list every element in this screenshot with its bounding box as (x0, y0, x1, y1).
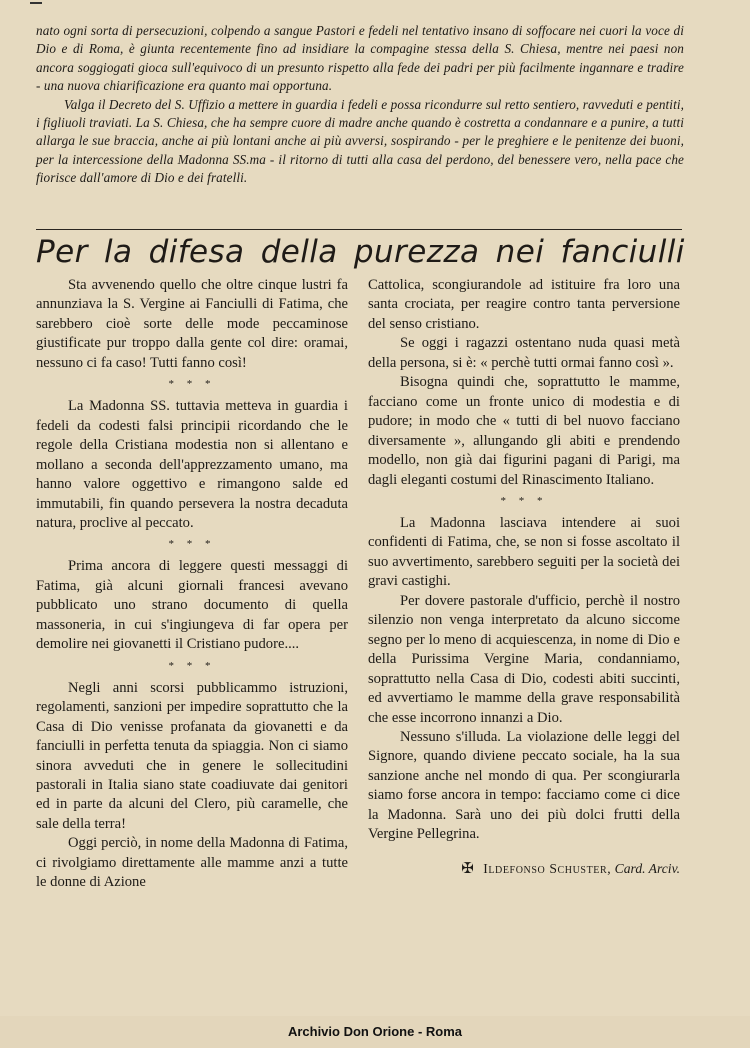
author-name: Ildefonso Schuster, (483, 860, 612, 876)
page-mark (30, 2, 42, 4)
author-signature (368, 859, 680, 879)
article-left-column (36, 276, 348, 893)
author-title: Card. Arciv. (614, 860, 680, 876)
article-paragraph: Nessuno s'illuda. La violazione delle leggi del Signore, quando diviene peccato sociale, ha la sua sanzione anche nel mondo di qua. Per scongiurarla siamo forse ancora in tempo: facciamo come ci dice la Madonna. Sarà uno dei più dolci frutti della Vergine Pellegrina. (368, 728, 680, 843)
intro-text (36, 22, 684, 188)
article-paragraph: Se oggi i ragazzi ostentano nuda quasi metà della persona, si è: « perchè tutti ormai fanno così ». (368, 335, 680, 371)
cross-icon: ✠ (461, 860, 474, 877)
archive-footer (0, 1016, 750, 1048)
intro-paragraph: Valga il Decreto del S. Uffizio a mettere in guardia i fedeli e possa ricondurre sul retto sentiero, ravveduti e pentiti, i figliuoli traviati. La S. Chiesa, che ha sempre cuore di madre anche quando è costretta a condannare e a punire, a tutti allarga le sue braccia, anche ai più lontani anche ai più avversi, sospirando - per le preghiere e le penitenze dei buoni, per la intercessione della Madonna SS.ma - il ritorno di tutti alla casa del perdono, del benessere vero, nella pace che fiorisce dall'amore di Dio e dei fratelli. (36, 96, 684, 186)
section-separator: * * * (168, 659, 216, 672)
section-separator: * * * (168, 538, 216, 551)
article-paragraph: Prima ancora di leggere questi messaggi di Fatima, già alcuni giornali francesi avevano pubblicato uno strano documento di quella massoneria, in cui s'ingiungeva di far opera per demolire nei giovanetti il Cristiano pudore.... (36, 558, 348, 653)
article-paragraph: Negli anni scorsi pubblicammo istruzioni, regolamenti, sanzioni per impedire soprattutto che la Casa di Dio venisse profanata da giovanetti e da fanciulli in perfetta tenuta da spiaggia. Non ci siamo sinora avveduti che in genere le sollecitudini pastorali in Italia siano state coadiuvate dai genitori ed in parte da alcuni del Clero, più caramelle, che sale della terra! (36, 679, 348, 832)
article-right-column (368, 276, 680, 879)
article-paragraph: Per dovere pastorale d'ufficio, perchè il nostro silenzio non venga interpretato da alcuno siccome segno per lo meno di acquiescenza, in nome di Dio e della Purissima Vergine Maria, condanniamo, soprattutto nella Casa di Dio, codesti abiti succinti, ed avvertiamo le mamme della grave responsabilità che esse incorrono innanzi a Dio. (368, 592, 680, 726)
article-paragraph: Sta avvenendo quello che oltre cinque lustri fa annunziava la S. Vergine ai Fanciulli di Fatima, che sarebbero cioè sorte delle mode peccaminose giustificate pur troppo dalla gente col dire: oramai, nessuno ci fa caso! Tutti fanno così! (36, 277, 348, 371)
article-paragraph: Oggi perciò, in nome della Madonna di Fatima, ci rivolgiamo direttamente alle mamme anzi a tutte le donne di Azione (36, 835, 348, 891)
article-paragraph: La Madonna SS. tuttavia metteva in guardia i fedeli da codesti falsi principii ricordando che le regole della Cristiana modestia non si allentano e mollano a seconda dell'apprezzamento umano, ma hanno valore oggettivo e rimangono salde ed immutabili, fin quando persevera la nostra decaduta natura, proclive al peccato. (36, 398, 348, 531)
article-paragraph: Bisogna quindi che, soprattutto le mamme, facciano come un fronte unico di modestia e di pudore; in modo che « tutti di bel nuovo facciano diversamente », allungando gli abiti e prendendo modello, non già dai figurini pagani di Parigi, ma dagli eleganti costumi del Rinascimento Italiano. (368, 374, 680, 488)
section-separator: * * * (500, 494, 548, 507)
article-title: Per la difesa della purezza nei fanciulli (36, 234, 685, 270)
article-paragraph: La Madonna lasciava intendere ai suoi confidenti di Fatima, che, se non si fosse ascoltato il suo avvertimento, sarebbero seguiti per la società dei gravi castighi. (368, 514, 680, 590)
article-paragraph: Cattolica, scongiurandole ad istituire fra loro una santa crociata, per reagire contro tanta perversione del senso cristiano. (368, 277, 680, 332)
section-divider (36, 229, 682, 230)
intro-paragraph: nato ogni sorta di persecuzioni, colpendo a sangue Pastori e fedeli nel tentativo insano di soffocare nei cuori la voce di Dio e di Roma, è giunta recentemente fino ad insidiare la compagine stessa della S. Chiesa, mentre nei paesi non ancora soggiogati gioca sull'equivoco di un presunto rispetto alla fede dei padri per più facilmente ingannare e tradire - una nuova chiarificazione era quanto mai opportuna. (36, 23, 684, 94)
section-separator: * * * (168, 378, 216, 391)
archive-credit: Archivio Don Orione - Roma (287, 1024, 463, 1039)
